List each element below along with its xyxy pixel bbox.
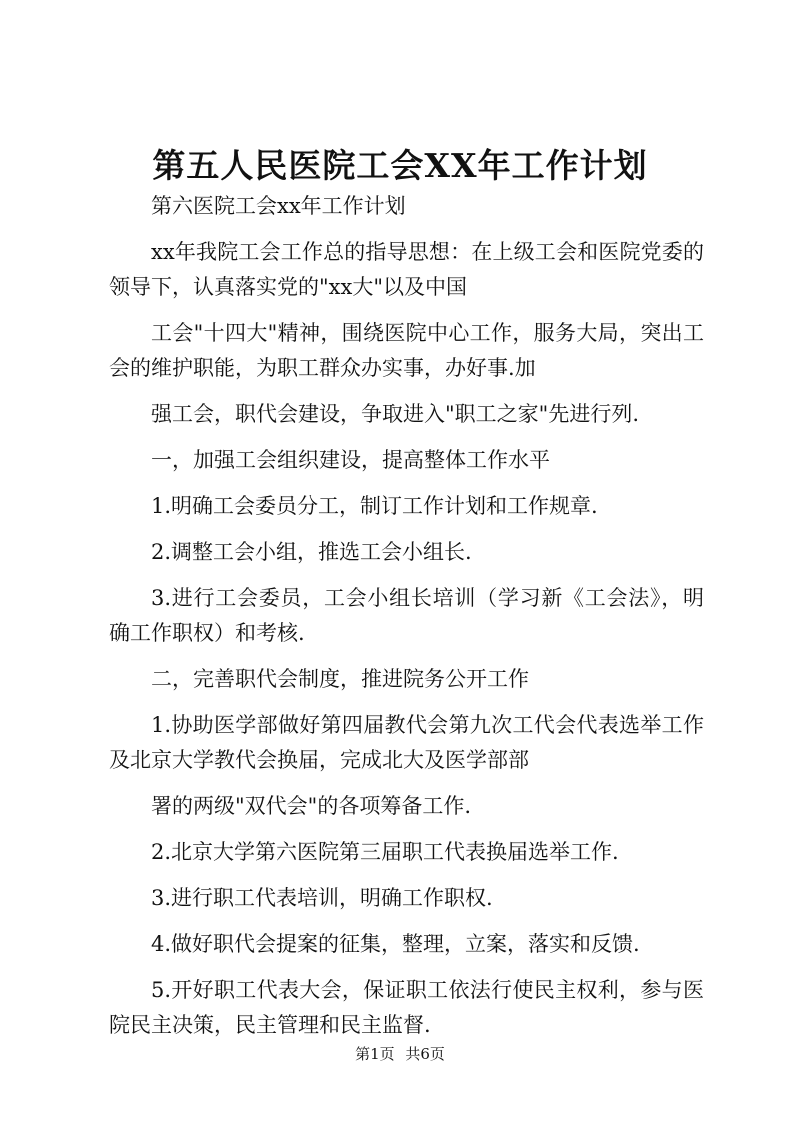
list-item: 3.进行职工代表培训，明确工作职权. xyxy=(151,886,493,910)
paragraph: 强工会，职代会建设，争取进入"职工之家"先进行列. xyxy=(151,402,639,426)
list-item: 1.明确工会委员分工，制订工作计划和工作规章. xyxy=(151,494,598,518)
paragraph: xx年我院工会工作总的指导思想：在上级工会和医院党委的领导下，认真落实党的"xx大"以及中国 xyxy=(109,240,704,299)
list-item: 2.调整工会小组，推选工会小组长. xyxy=(151,540,472,564)
document-title: 第五人民医院工会XX年工作计划 xyxy=(152,146,648,185)
page-footer xyxy=(0,1043,800,1064)
paragraph: 第六医院工会xx年工作计划 xyxy=(151,194,406,218)
paragraph: 署的两级"双代会"的各项筹备工作. xyxy=(151,794,471,818)
page-number: 第1页 xyxy=(355,1045,395,1063)
list-item: 2.北京大学第六医院第三届职工代表换届选举工作. xyxy=(151,840,619,864)
list-item: 3.进行工会委员，工会小组长培训（学习新《工会法》，明确工作职权）和考核. xyxy=(109,586,704,645)
section-heading: 二，完善职代会制度，推进院务公开工作 xyxy=(151,667,529,691)
page-total: 共6页 xyxy=(405,1045,445,1063)
list-item: 4.做好职代会提案的征集，整理，立案，落实和反馈. xyxy=(151,932,640,956)
section-heading: 一，加强工会组织建设，提高整体工作水平 xyxy=(151,448,550,472)
document-body xyxy=(109,189,704,1054)
list-item: 5.开好职工代表大会，保证职工依法行使民主权利，参与医院民主决策，民主管理和民主监督. xyxy=(109,978,704,1037)
paragraph: 工会"十四大"精神，围绕医院中心工作，服务大局，突出工会的维护职能，为职工群众办实事，办好事.加 xyxy=(109,321,704,380)
list-item: 1.协助医学部做好第四届教代会第九次工代会代表选举工作及北京大学教代会换届，完成北大及医学部部 xyxy=(109,713,704,772)
